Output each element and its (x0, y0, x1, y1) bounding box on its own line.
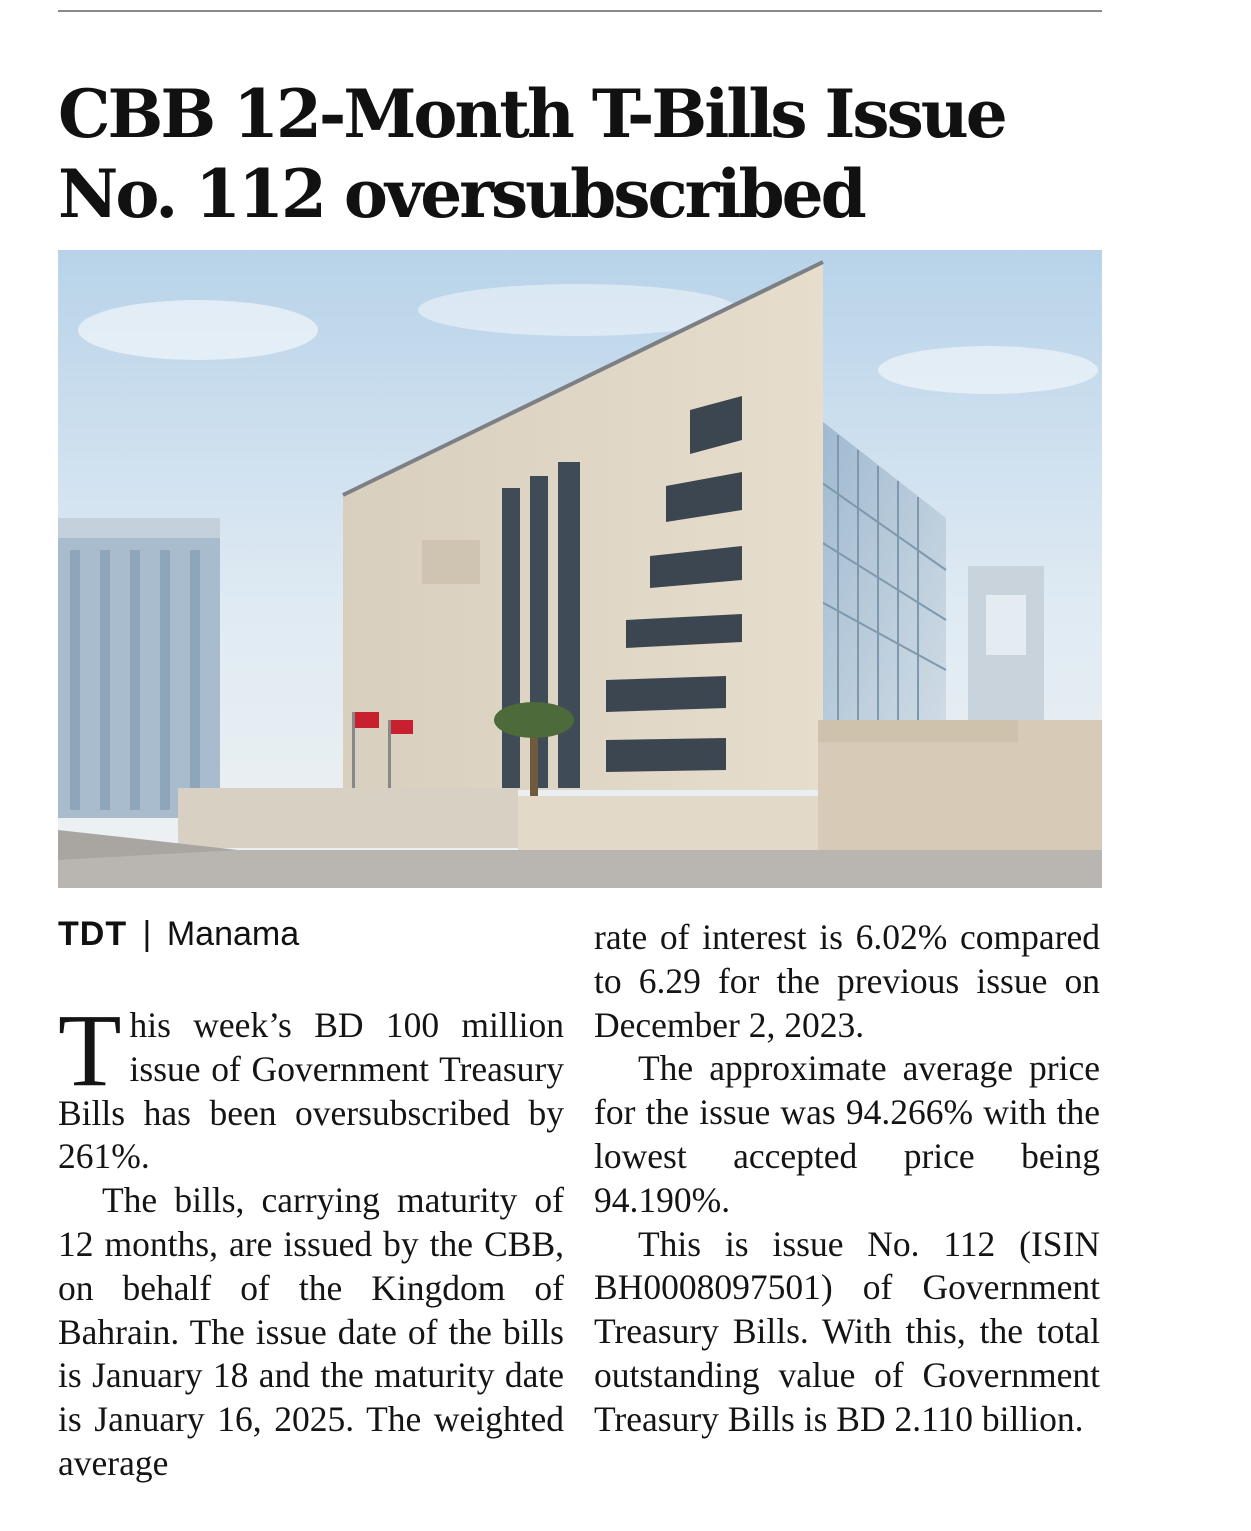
top-rule (58, 10, 1102, 12)
article-paragraph: This is issue No. 112 (ISIN BH0008097501) of Government Treasury Bills. With this, the total outstanding value of Government Treasury Bills is BD 2.110 billion. (594, 1223, 1100, 1439)
byline (58, 914, 299, 954)
article-column-2 (594, 916, 1100, 1442)
article-paragraph: rate of interest is 6.02% compared to 6.29 for the previous issue on December 2, 2023. (594, 917, 1100, 1045)
byline-separator: | (142, 915, 152, 953)
article-column-1 (58, 993, 564, 1486)
article-paragraph: The bills, carrying maturity of 12 months, are issued by the CBB, on behalf of the Kingdom of Bahrain. The issue date of the bills is January 18 and the maturity date is January 16, 2025. The weighted average (58, 1180, 564, 1483)
dropcap: T (58, 993, 122, 1108)
headline: CBB 12-Month T-Bills Issue No. 112 oversubscribed (58, 75, 1005, 233)
article-paragraph (58, 993, 564, 1179)
byline-org: TDT (58, 915, 128, 953)
article-paragraph: The approximate average price for the issue was 94.266% with the lowest accepted price being 94.190%. (594, 1048, 1100, 1220)
building-photo (58, 250, 1102, 888)
paragraph-text: his week’s BD 100 million issue of Government Treasury Bills has been oversubscribed by 261%. (58, 1005, 564, 1177)
byline-location: Manama (166, 915, 300, 953)
